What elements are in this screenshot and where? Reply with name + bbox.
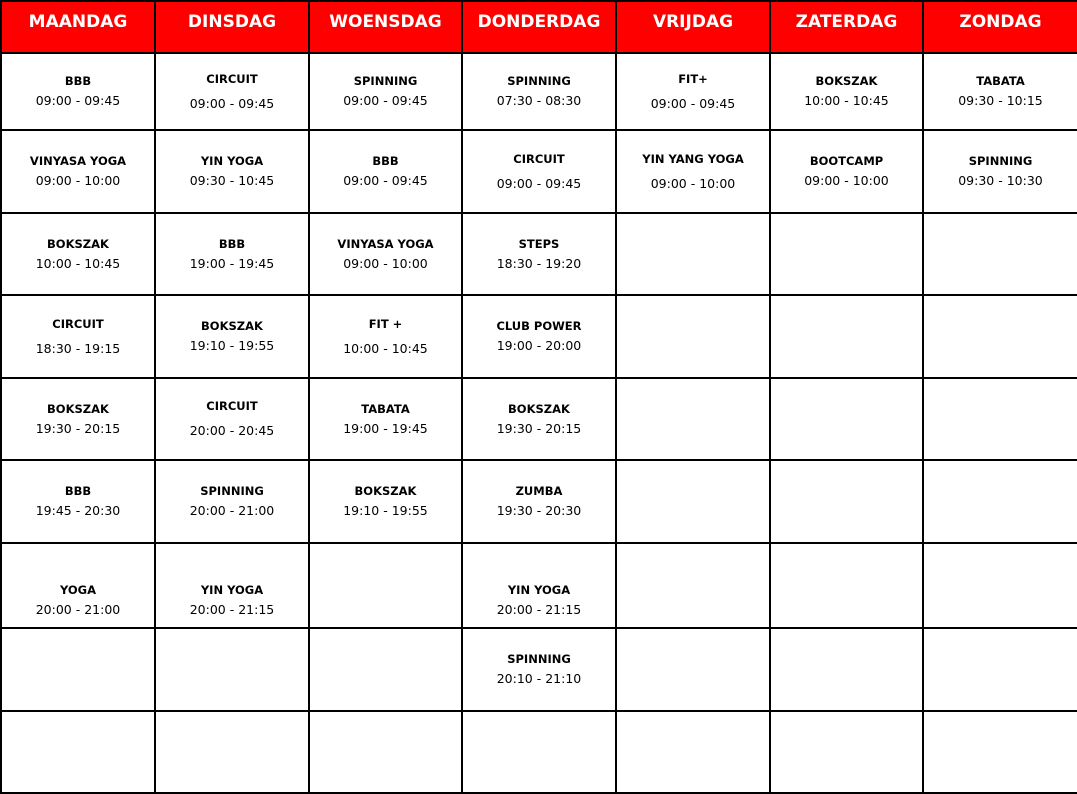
class-time: 19:30 - 20:15 xyxy=(35,420,121,436)
schedule-row xyxy=(1,628,1077,711)
day-header-zaterdag: ZATERDAG xyxy=(770,1,923,53)
class-time: 20:00 - 21:00 xyxy=(35,602,121,617)
class-slot xyxy=(155,130,309,213)
class-time: 09:00 - 10:00 xyxy=(343,255,428,271)
class-slot xyxy=(155,295,309,378)
empty-slot xyxy=(770,378,923,460)
empty-slot xyxy=(616,711,770,793)
class-name: BBB xyxy=(218,236,246,251)
class-slot xyxy=(1,213,155,295)
class-time: 10:00 - 10:45 xyxy=(343,340,428,356)
schedule-row xyxy=(1,711,1077,793)
day-header-donderdag: DONDERDAG xyxy=(462,1,616,53)
class-name: BOKSZAK xyxy=(815,74,878,88)
class-name: CIRCUIT xyxy=(52,316,104,331)
class-time: 19:00 - 20:00 xyxy=(496,338,582,353)
class-time: 09:00 - 10:00 xyxy=(650,175,736,191)
class-slot xyxy=(155,543,309,628)
empty-slot xyxy=(616,460,770,543)
day-header-woensdag: WOENSDAG xyxy=(309,1,462,53)
class-name: VINYASA YOGA xyxy=(29,154,127,168)
empty-slot xyxy=(923,378,1077,460)
class-slot xyxy=(462,295,616,378)
day-header-dinsdag: DINSDAG xyxy=(155,1,309,53)
class-slot xyxy=(462,378,616,460)
class-name: TABATA xyxy=(361,401,410,416)
class-slot xyxy=(1,460,155,543)
class-slot xyxy=(462,543,616,628)
empty-slot xyxy=(309,711,462,793)
class-time: 20:10 - 21:10 xyxy=(496,671,582,686)
class-time: 18:30 - 19:20 xyxy=(496,255,582,271)
class-name: SPINNING xyxy=(968,154,1033,168)
class-time: 19:10 - 19:55 xyxy=(189,338,275,353)
class-slot xyxy=(616,130,770,213)
empty-slot xyxy=(770,543,923,628)
class-time: 09:00 - 09:45 xyxy=(343,93,428,108)
class-name: CIRCUIT xyxy=(206,399,258,413)
empty-slot xyxy=(309,543,462,628)
empty-slot xyxy=(923,213,1077,295)
class-name: TABATA xyxy=(976,74,1025,88)
class-time: 19:00 - 19:45 xyxy=(189,255,275,271)
class-name: BOKSZAK xyxy=(354,484,417,498)
class-time: 09:00 - 09:45 xyxy=(343,173,428,188)
class-name: FIT+ xyxy=(678,71,708,86)
class-slot xyxy=(309,460,462,543)
class-name: STEPS xyxy=(518,236,560,251)
schedule-row xyxy=(1,213,1077,295)
class-time: 09:00 - 09:45 xyxy=(189,95,275,111)
class-slot xyxy=(462,460,616,543)
class-name: SPINNING xyxy=(353,74,418,88)
class-slot xyxy=(462,628,616,711)
class-time: 10:00 - 10:45 xyxy=(804,93,889,108)
class-slot xyxy=(1,543,155,628)
day-header-zondag: ZONDAG xyxy=(923,1,1077,53)
class-name: SPINNING xyxy=(507,74,571,88)
schedule-body xyxy=(1,53,1077,793)
class-time: 19:30 - 20:30 xyxy=(496,503,582,518)
class-slot xyxy=(309,295,462,378)
class-name: BOKSZAK xyxy=(47,236,109,251)
schedule-row xyxy=(1,295,1077,378)
class-time: 09:30 - 10:45 xyxy=(189,173,275,188)
empty-slot xyxy=(923,628,1077,711)
empty-slot xyxy=(923,543,1077,628)
class-time: 10:00 - 10:45 xyxy=(35,255,121,271)
class-slot xyxy=(1,378,155,460)
class-name: BOKSZAK xyxy=(508,401,570,416)
class-time: 20:00 - 21:00 xyxy=(189,503,275,518)
schedule-row xyxy=(1,130,1077,213)
schedule-row xyxy=(1,543,1077,628)
class-time: 19:45 - 20:30 xyxy=(35,503,121,518)
empty-slot xyxy=(616,295,770,378)
day-header-row xyxy=(1,1,1077,53)
class-name: BOKSZAK xyxy=(47,401,109,416)
empty-slot xyxy=(770,213,923,295)
class-slot xyxy=(923,53,1077,130)
class-name: BBB xyxy=(64,484,92,498)
empty-slot xyxy=(616,543,770,628)
class-slot xyxy=(155,378,309,460)
class-name: YIN YANG YOGA xyxy=(642,151,744,166)
empty-slot xyxy=(770,295,923,378)
empty-slot xyxy=(616,628,770,711)
class-name: YIN YOGA xyxy=(200,583,264,597)
class-slot xyxy=(155,53,309,130)
schedule-row xyxy=(1,378,1077,460)
class-time: 19:30 - 20:15 xyxy=(496,420,582,436)
empty-slot xyxy=(770,460,923,543)
empty-slot xyxy=(1,628,155,711)
empty-slot xyxy=(309,628,462,711)
empty-slot xyxy=(923,295,1077,378)
day-header-vrijdag: VRIJDAG xyxy=(616,1,770,53)
class-time: 09:00 - 09:45 xyxy=(650,95,736,111)
class-slot xyxy=(462,53,616,130)
class-time: 20:00 - 21:15 xyxy=(496,602,582,617)
class-time: 09:30 - 10:30 xyxy=(958,173,1043,188)
class-slot xyxy=(309,213,462,295)
schedule-row xyxy=(1,460,1077,543)
class-slot xyxy=(770,53,923,130)
class-time: 07:30 - 08:30 xyxy=(496,93,582,108)
empty-slot xyxy=(923,711,1077,793)
class-time: 09:30 - 10:15 xyxy=(958,93,1043,108)
class-name: CLUB POWER xyxy=(496,319,582,333)
class-name: ZUMBA xyxy=(515,484,563,498)
class-name: BOOTCAMP xyxy=(809,154,884,168)
class-time: 19:00 - 19:45 xyxy=(343,420,428,436)
class-slot xyxy=(155,213,309,295)
class-name: YIN YOGA xyxy=(507,583,571,597)
empty-slot xyxy=(923,460,1077,543)
class-time: 20:00 - 20:45 xyxy=(189,423,275,438)
empty-slot xyxy=(155,628,309,711)
class-slot xyxy=(1,53,155,130)
class-slot xyxy=(462,130,616,213)
class-name: YIN YOGA xyxy=(200,154,264,168)
class-name: CIRCUIT xyxy=(513,151,565,166)
class-slot xyxy=(155,460,309,543)
class-time: 19:10 - 19:55 xyxy=(343,503,428,518)
class-name: SPINNING xyxy=(507,652,571,666)
empty-slot xyxy=(616,378,770,460)
class-name: CIRCUIT xyxy=(206,71,258,86)
class-name: FIT + xyxy=(368,316,403,331)
class-time: 09:00 - 10:00 xyxy=(35,173,121,188)
class-slot xyxy=(462,213,616,295)
class-slot xyxy=(770,130,923,213)
class-name: VINYASA YOGA xyxy=(337,236,434,251)
class-slot xyxy=(309,53,462,130)
class-slot xyxy=(309,378,462,460)
class-time: 09:00 - 09:45 xyxy=(35,93,121,108)
class-name: BBB xyxy=(372,154,399,168)
empty-slot xyxy=(1,711,155,793)
class-slot xyxy=(1,130,155,213)
class-name: YOGA xyxy=(59,583,97,597)
class-time: 20:00 - 21:15 xyxy=(189,602,275,617)
class-slot xyxy=(309,130,462,213)
class-slot xyxy=(1,295,155,378)
day-header-maandag: MAANDAG xyxy=(1,1,155,53)
empty-slot xyxy=(770,628,923,711)
class-slot xyxy=(923,130,1077,213)
empty-slot xyxy=(770,711,923,793)
empty-slot xyxy=(155,711,309,793)
schedule-row xyxy=(1,53,1077,130)
class-time: 09:00 - 09:45 xyxy=(496,175,582,191)
class-name: SPINNING xyxy=(200,484,264,498)
class-time: 09:00 - 10:00 xyxy=(804,173,889,188)
class-name: BOKSZAK xyxy=(201,319,263,333)
class-slot xyxy=(616,53,770,130)
class-time: 18:30 - 19:15 xyxy=(35,340,121,356)
class-name: BBB xyxy=(64,74,92,88)
empty-slot xyxy=(462,711,616,793)
empty-slot xyxy=(616,213,770,295)
